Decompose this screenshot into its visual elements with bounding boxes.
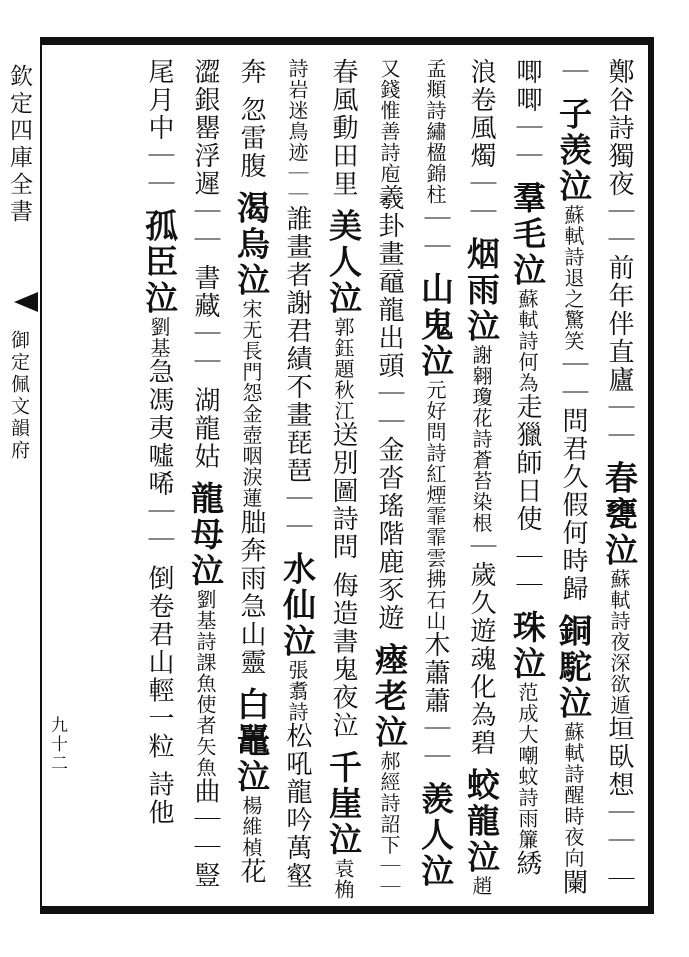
entry-text: 送別圖詩問 bbox=[328, 421, 358, 562]
entry-note: 范成大嘲蚊詩雨簾 bbox=[515, 681, 539, 850]
entry-head: 銅駝泣 bbox=[554, 613, 593, 722]
entry-lead: 書藏｜｜ bbox=[190, 264, 220, 377]
fold-marker-icon bbox=[14, 292, 38, 312]
entry-note: 劉基詩課魚使者矢魚 bbox=[193, 588, 217, 778]
entry-note: 蘇軾詩退之驚笑 bbox=[561, 204, 585, 352]
entry-note: 謝翱瓊花詩蒼苔染根 bbox=[469, 344, 493, 534]
entry-note: 郝經詩詔下｜｜ bbox=[377, 750, 401, 898]
entry-head: 孤臣泣 bbox=[140, 208, 179, 317]
entry-head: 蛟龍泣 bbox=[462, 767, 501, 876]
entry-lead: ｜｜ bbox=[512, 543, 542, 600]
entry-head: 渴烏泣 bbox=[232, 190, 271, 299]
entry-lead: 詩他 bbox=[144, 770, 174, 827]
entry-text: 朏奔雨急山靈 bbox=[236, 508, 266, 677]
entry-head: 龍母泣 bbox=[186, 480, 225, 589]
entry-lead: 忽雷腹 bbox=[236, 96, 266, 181]
entry-lead: ｜｜ bbox=[558, 58, 634, 894]
entry-lead: 湖龍姑 bbox=[190, 386, 220, 471]
entry-text: 闌唧唧｜｜ bbox=[512, 58, 588, 897]
entry-note: 宋无長門怨金壺咽淚蓮 bbox=[239, 298, 263, 509]
entry-head: 羣毛泣 bbox=[508, 180, 547, 289]
entry-note: 蘇軾詩夜深欲遁 bbox=[607, 568, 631, 716]
entry-text: 花澀銀罌浮遲｜｜ bbox=[190, 58, 266, 886]
entry-note: 蘇軾詩何為 bbox=[515, 288, 539, 394]
entry-note: 郭鈺題秋江 bbox=[331, 316, 355, 422]
entry-text: ｜歲久遊魂化為碧 bbox=[466, 533, 496, 758]
entry-head: 白鼉泣 bbox=[232, 686, 271, 795]
entry-note: 元好問詩紅煙霏霏雲拂石山 bbox=[423, 379, 447, 632]
entry-text: 誰畫者謝君績不畫琵琶｜｜ bbox=[282, 205, 312, 541]
page-body bbox=[62, 58, 642, 900]
entry-text: 羲卦畫黿龍出頭｜｜金沓瑤階鹿豕遊 bbox=[374, 184, 404, 632]
entry-note: 蘇軾詩醒時夜向 bbox=[561, 721, 585, 869]
entry-lead: 鄭谷詩獨夜｜｜前年伴直廬｜｜ bbox=[604, 58, 634, 450]
entry-head: 子羡泣 bbox=[554, 96, 593, 205]
book-subtitle: 御定佩文韻府 bbox=[8, 330, 30, 462]
entry-text: 急馮夷噓唏｜｜ bbox=[144, 358, 174, 555]
entry-text: ｜｜問君久假何時歸 bbox=[558, 351, 588, 604]
entry-head: 山鬼泣 bbox=[416, 271, 455, 380]
entry-text: 木蕭蕭｜｜ bbox=[420, 631, 450, 772]
book-title: 欽定四庫全書 bbox=[6, 64, 32, 226]
page-frame-right bbox=[648, 37, 654, 914]
entry-text: 松吼龍吟萬壑奔 bbox=[236, 58, 312, 891]
entry-note: 楊維楨 bbox=[239, 794, 263, 858]
entry-head: 烟雨泣 bbox=[462, 236, 501, 345]
entry-note: 張翥詩 bbox=[285, 659, 309, 723]
entry-head: 千崖泣 bbox=[324, 749, 363, 858]
entry-text: 垣臥想｜｜ bbox=[604, 715, 634, 856]
entry-note: 趙孟頫詩繡楹錦柱 bbox=[423, 58, 493, 897]
entry-note: 劉基 bbox=[147, 316, 171, 359]
page-frame-left bbox=[40, 37, 42, 914]
entry-note: 又錢惟善詩庖 bbox=[377, 58, 401, 184]
entry-lead: 倒卷君山輕一粒 bbox=[144, 564, 174, 761]
entry-text: 綉浪卷風燭｜｜ bbox=[466, 58, 542, 878]
entry-head: 珠泣 bbox=[508, 609, 547, 682]
page-frame-bottom bbox=[40, 906, 652, 914]
entry-head: 美人泣 bbox=[324, 208, 363, 317]
entry-text: 走獵師日使 bbox=[512, 393, 542, 534]
entry-head: 春甕泣 bbox=[600, 460, 639, 569]
entry-text: 曲｜｜豎尾月中｜｜ bbox=[144, 58, 220, 890]
entry-head: 水仙泣 bbox=[278, 551, 317, 660]
entry-note: 袁桷詩岩迷鳥迹｜｜ bbox=[285, 58, 355, 900]
entry-head: 瘞老泣 bbox=[370, 642, 409, 751]
entry-lead: 侮造書鬼夜泣 bbox=[328, 571, 358, 740]
page-number: 九十二 bbox=[47, 716, 67, 773]
page-frame-top bbox=[40, 37, 652, 45]
entry-text: 春風動田里 bbox=[328, 58, 358, 198]
entry-text: ｜｜ bbox=[420, 205, 450, 261]
entry-head: 羨人泣 bbox=[416, 781, 455, 890]
